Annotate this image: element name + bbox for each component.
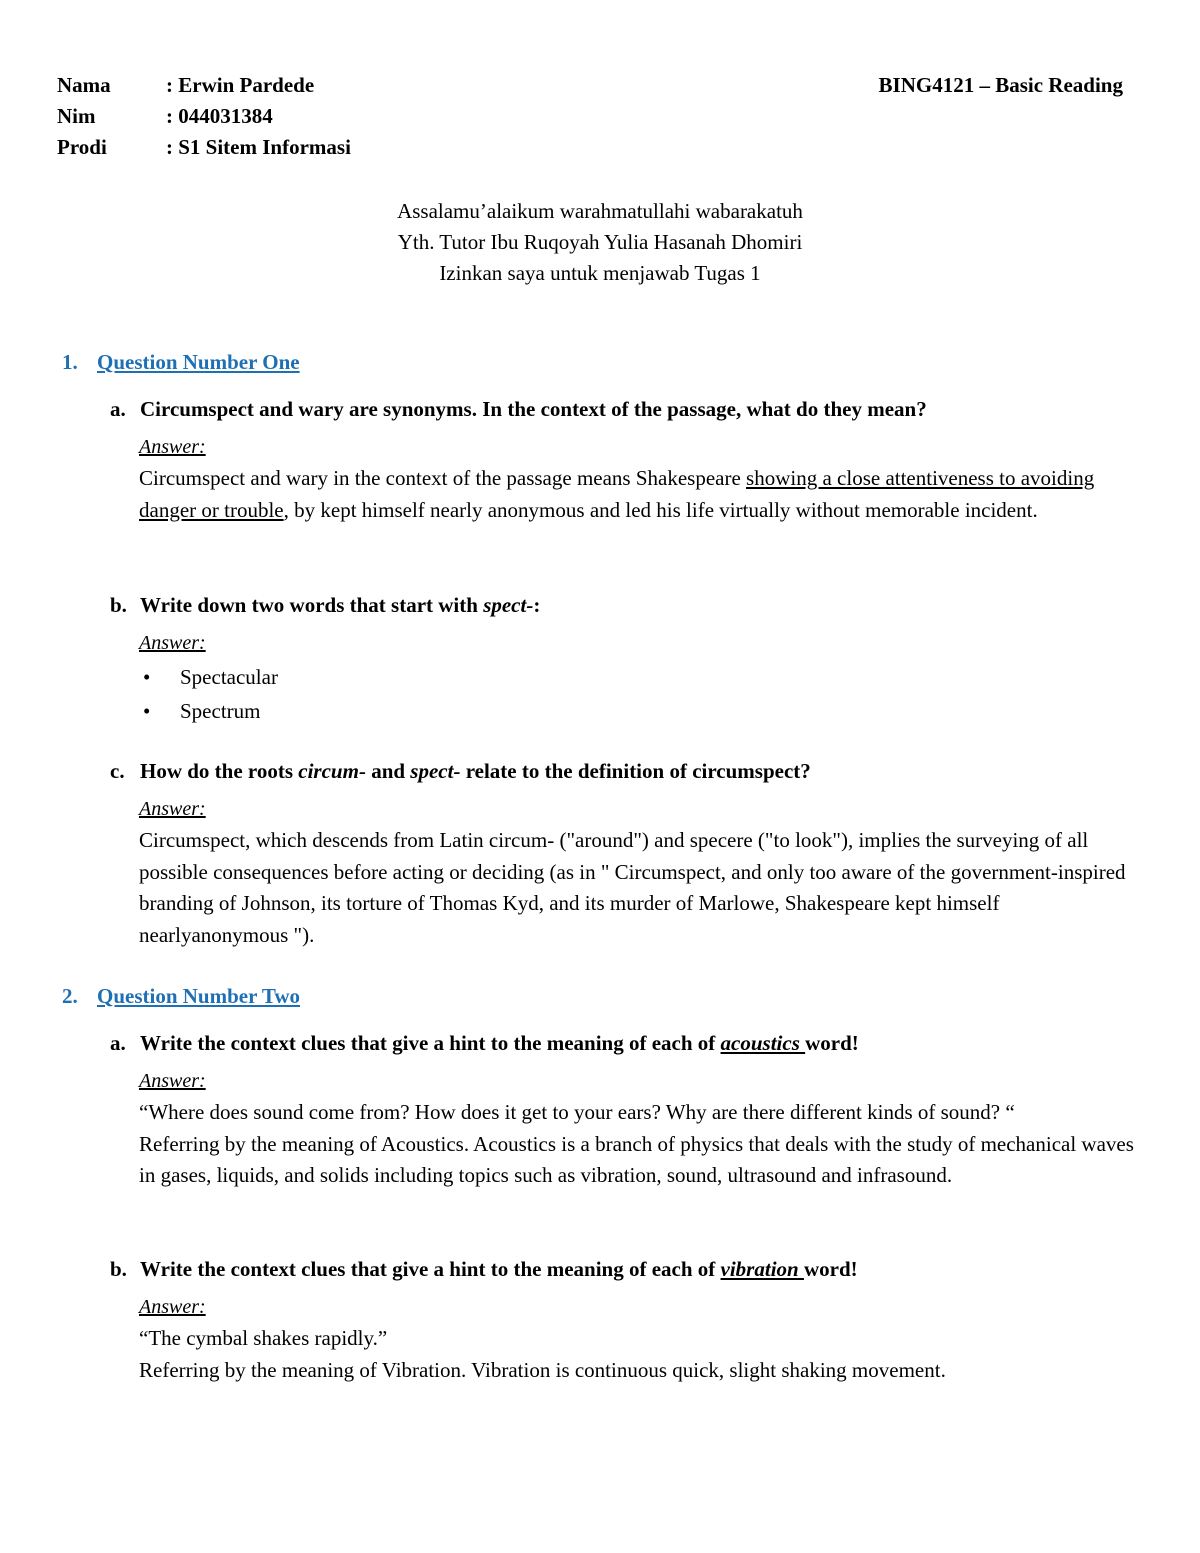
prodi-value: : S1 Sitem Informasi <box>166 135 351 159</box>
question-1c <box>110 759 811 784</box>
question-letter: b. <box>110 593 127 617</box>
question-text-pre: How do the roots <box>140 759 299 783</box>
greeting <box>0 196 1200 289</box>
answer-2b <box>139 1323 1149 1386</box>
answer-2a-line-2: Referring by the meaning of Acoustics. Acoustics is a branch of physics that deals with the study of mechanical waves in gases, liquids, and solids including topics such as vibration, sound, ultrasound and infrasound. <box>139 1131 1134 1187</box>
greeting-line-1: Assalamu’alaikum warahmatullahi wabarakatuh <box>397 199 803 223</box>
name-row <box>57 70 1137 101</box>
question-text-pre: Write the context clues that give a hint to the meaning of each of <box>140 1257 721 1281</box>
bullet-icon: • <box>143 665 151 689</box>
greeting-line-2: Yth. Tutor Ibu Ruqoyah Yulia Hasanah Dhomiri <box>397 230 803 254</box>
answer-label-1c: Answer: <box>139 798 206 820</box>
section-2-number: 2. <box>62 984 78 1008</box>
section-2-heading: Question Number Two <box>97 984 301 1008</box>
question-text-mid: and <box>365 759 411 783</box>
nim-value: : 044031384 <box>166 104 273 128</box>
answer-1c: Circumspect, which descends from Latin circum- ("around") and specere ("to look"), implies the surveying of all possible consequences before acting or deciding (as in " Circumspect, and only too aware of the government-inspired branding of Johnson, its torture of Thomas Kyd, and its murder of Marlowe, Shakespeare kept himself nearlyanonymous "). <box>139 828 1126 947</box>
question-text: Circumspect and wary are synonyms. In the context of the passage, what do they mean? <box>140 397 927 421</box>
student-header <box>57 70 1137 163</box>
question-letter: a. <box>110 397 126 421</box>
question-text-post: word! <box>803 1257 858 1281</box>
question-1b <box>110 593 540 618</box>
question-text-pre: Write the context clues that give a hint to the meaning of each of <box>140 1031 721 1055</box>
answer-1a-pre: Circumspect and wary in the context of the passage means Shakespeare <box>139 466 747 490</box>
name-value: : Erwin Pardede <box>166 73 315 97</box>
answer-label-1b: Answer: <box>139 632 206 654</box>
section-2-title <box>62 984 300 1009</box>
answer-1a <box>139 463 1139 526</box>
question-letter: a. <box>110 1031 126 1055</box>
question-2a <box>110 1031 859 1056</box>
answer-2b-line-2: Referring by the meaning of Vibration. Vibration is continuous quick, slight shaking movement. <box>139 1357 946 1382</box>
question-text-italic-2: spect- <box>410 759 461 783</box>
name-label: Nama <box>57 73 111 97</box>
course-title: BING4121 – Basic Reading <box>878 73 1123 97</box>
question-letter: b. <box>110 1257 127 1281</box>
question-letter: c. <box>110 759 125 783</box>
greeting-line-3: Izinkan saya untuk menjawab Tugas 1 <box>439 261 761 285</box>
question-text-pre: Write down two words that start with <box>140 593 484 617</box>
question-text-italic: spect- <box>483 593 534 617</box>
answer-label-2a: Answer: <box>139 1070 206 1092</box>
question-text-post: word! <box>805 1031 859 1055</box>
list-item-text: Spectrum <box>180 699 261 723</box>
nim-row <box>57 101 1137 132</box>
question-text-post: : <box>533 593 541 617</box>
answer-1a-post: , by kept himself nearly anonymous and led his life virtually without memorable incident. <box>283 497 1038 522</box>
question-text-italic-1: circum- <box>298 759 366 783</box>
section-1-title <box>62 350 300 375</box>
answer-2a <box>139 1097 1139 1192</box>
list-item-text: Spectacular <box>180 665 278 689</box>
section-1-heading: Question Number One <box>97 350 300 374</box>
question-keyword: acoustics <box>720 1031 806 1055</box>
question-2b <box>110 1257 858 1282</box>
answer-1a-underlined: showing a close attentiveness to avoiding danger or trouble <box>139 466 1095 522</box>
answer-2b-line-1: “The cymbal shakes rapidly.” <box>139 1326 388 1350</box>
answer-2a-line-1: “Where does sound come from? How does it get to your ears? Why are there different kinds of sound? “ <box>139 1100 1015 1124</box>
prodi-label: Prodi <box>57 135 107 159</box>
answer-label-2b: Answer: <box>139 1296 206 1318</box>
question-keyword: vibration <box>720 1257 804 1281</box>
prodi-row <box>57 132 1137 163</box>
nim-label: Nim <box>57 104 96 128</box>
bullet-icon: • <box>143 699 151 723</box>
section-1-number: 1. <box>62 350 78 374</box>
answer-label-1a: Answer: <box>139 436 206 458</box>
question-text-post: relate to the definition of circumspect? <box>460 759 811 783</box>
question-1a <box>110 397 927 422</box>
